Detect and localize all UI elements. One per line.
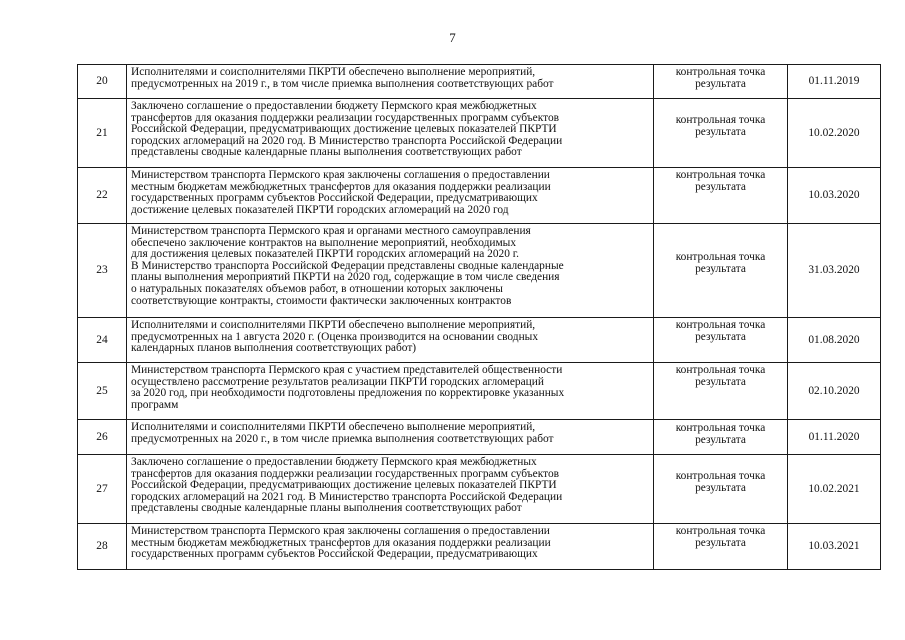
table-row <box>78 524 881 570</box>
event-date: 01.08.2020 <box>788 318 881 363</box>
event-date: 10.02.2021 <box>788 455 881 524</box>
event-description: Заключено соглашение о предоставлении бюджету Пермского края межбюджетных трансфертов для оказания поддержки реализации государственных программ субъектов Российской Федерации, предусматривающих достижение целевых показателей ПКРТИ городских агломераций на 2020 год. В Министерство транспорта Российской Федерации представлены сводные календарные планы выполнения соответствующих работ <box>127 99 654 168</box>
event-date: 02.10.2020 <box>788 363 881 420</box>
event-type: контрольная точка результата <box>654 224 788 318</box>
event-type: контрольная точка результата <box>654 420 788 455</box>
row-number: 28 <box>78 524 127 570</box>
table-row <box>78 99 881 168</box>
event-type: контрольная точка результата <box>654 363 788 420</box>
event-description: Министерством транспорта Пермского края с участием представителей общественности осуществлено рассмотрение результатов реализации ПКРТИ городских агломераций за 2020 год, при необходимости подготовлены предложения по корректировке указанных программ <box>127 363 654 420</box>
row-number: 27 <box>78 455 127 524</box>
table-row <box>78 455 881 524</box>
event-type: контрольная точка результата <box>654 99 788 168</box>
row-number: 20 <box>78 65 127 99</box>
table-row <box>78 420 881 455</box>
event-description: Исполнителями и соисполнителями ПКРТИ обеспечено выполнение мероприятий, предусмотренных на 2019 г., в том числе приемка выполнения соответствующих работ <box>127 65 654 99</box>
event-description: Исполнителями и соисполнителями ПКРТИ обеспечено выполнение мероприятий, предусмотренных на 2020 г., в том числе приемка выполнения соответствующих работ <box>127 420 654 455</box>
table-row <box>78 363 881 420</box>
event-date: 31.03.2020 <box>788 224 881 318</box>
table-row <box>78 65 881 99</box>
event-date: 01.11.2019 <box>788 65 881 99</box>
event-type: контрольная точка результата <box>654 318 788 363</box>
event-type: контрольная точка результата <box>654 455 788 524</box>
row-number: 23 <box>78 224 127 318</box>
event-date: 10.03.2021 <box>788 524 881 570</box>
event-description: Исполнителями и соисполнителями ПКРТИ обеспечено выполнение мероприятий, предусмотренных на 1 августа 2020 г. (Оценка производится на основании сводных календарных планов выполнения соответствующих работ) <box>127 318 654 363</box>
control-points-table <box>77 64 881 570</box>
event-description: Министерством транспорта Пермского края заключены соглашения о предоставлении местным бюджетам межбюджетных трансфертов для оказания поддержки реализации государственных программ субъектов Российской Федерации, предусматривающих достижение целевых показателей ПКРТИ городских агломераций на 2020 год <box>127 168 654 224</box>
table-row <box>78 318 881 363</box>
event-type: контрольная точка результата <box>654 65 788 99</box>
row-number: 24 <box>78 318 127 363</box>
event-description: Заключено соглашение о предоставлении бюджету Пермского края межбюджетных трансфертов для оказания поддержки реализации государственных программ субъектов Российской Федерации, предусматривающих достижение целевых показателей ПКРТИ городских агломераций на 2021 год. В Министерство транспорта Российской Федерации представлены сводные календарные планы выполнения соответствующих работ <box>127 455 654 524</box>
row-number: 22 <box>78 168 127 224</box>
event-date: 10.02.2020 <box>788 99 881 168</box>
table-row <box>78 224 881 318</box>
event-type: контрольная точка результата <box>654 168 788 224</box>
event-description: Министерством транспорта Пермского края и органами местного самоуправления обеспечено заключение контрактов на выполнение мероприятий, необходимых для достижения целевых показателей ПКРТИ городских агломераций на 2020 г. В Министерство транспорта Российской Федерации представлены сводные календарные планы выполнения мероприятий ПКРТИ на 2020 год, содержащие в том числе сведения о натуральных показателях объемов работ, в отношении которых заключены соответствующие контракты, стоимости фактически заключенных контрактов <box>127 224 654 318</box>
event-date: 10.03.2020 <box>788 168 881 224</box>
event-description: Министерством транспорта Пермского края заключены соглашения о предоставлении местным бюджетам межбюджетных трансфертов для оказания поддержки реализации государственных программ субъектов Российской Федерации, предусматривающих <box>127 524 654 570</box>
event-date: 01.11.2020 <box>788 420 881 455</box>
row-number: 26 <box>78 420 127 455</box>
page-number: 7 <box>449 30 456 45</box>
row-number: 25 <box>78 363 127 420</box>
table-row <box>78 168 881 224</box>
row-number: 21 <box>78 99 127 168</box>
event-type: контрольная точка результата <box>654 524 788 570</box>
